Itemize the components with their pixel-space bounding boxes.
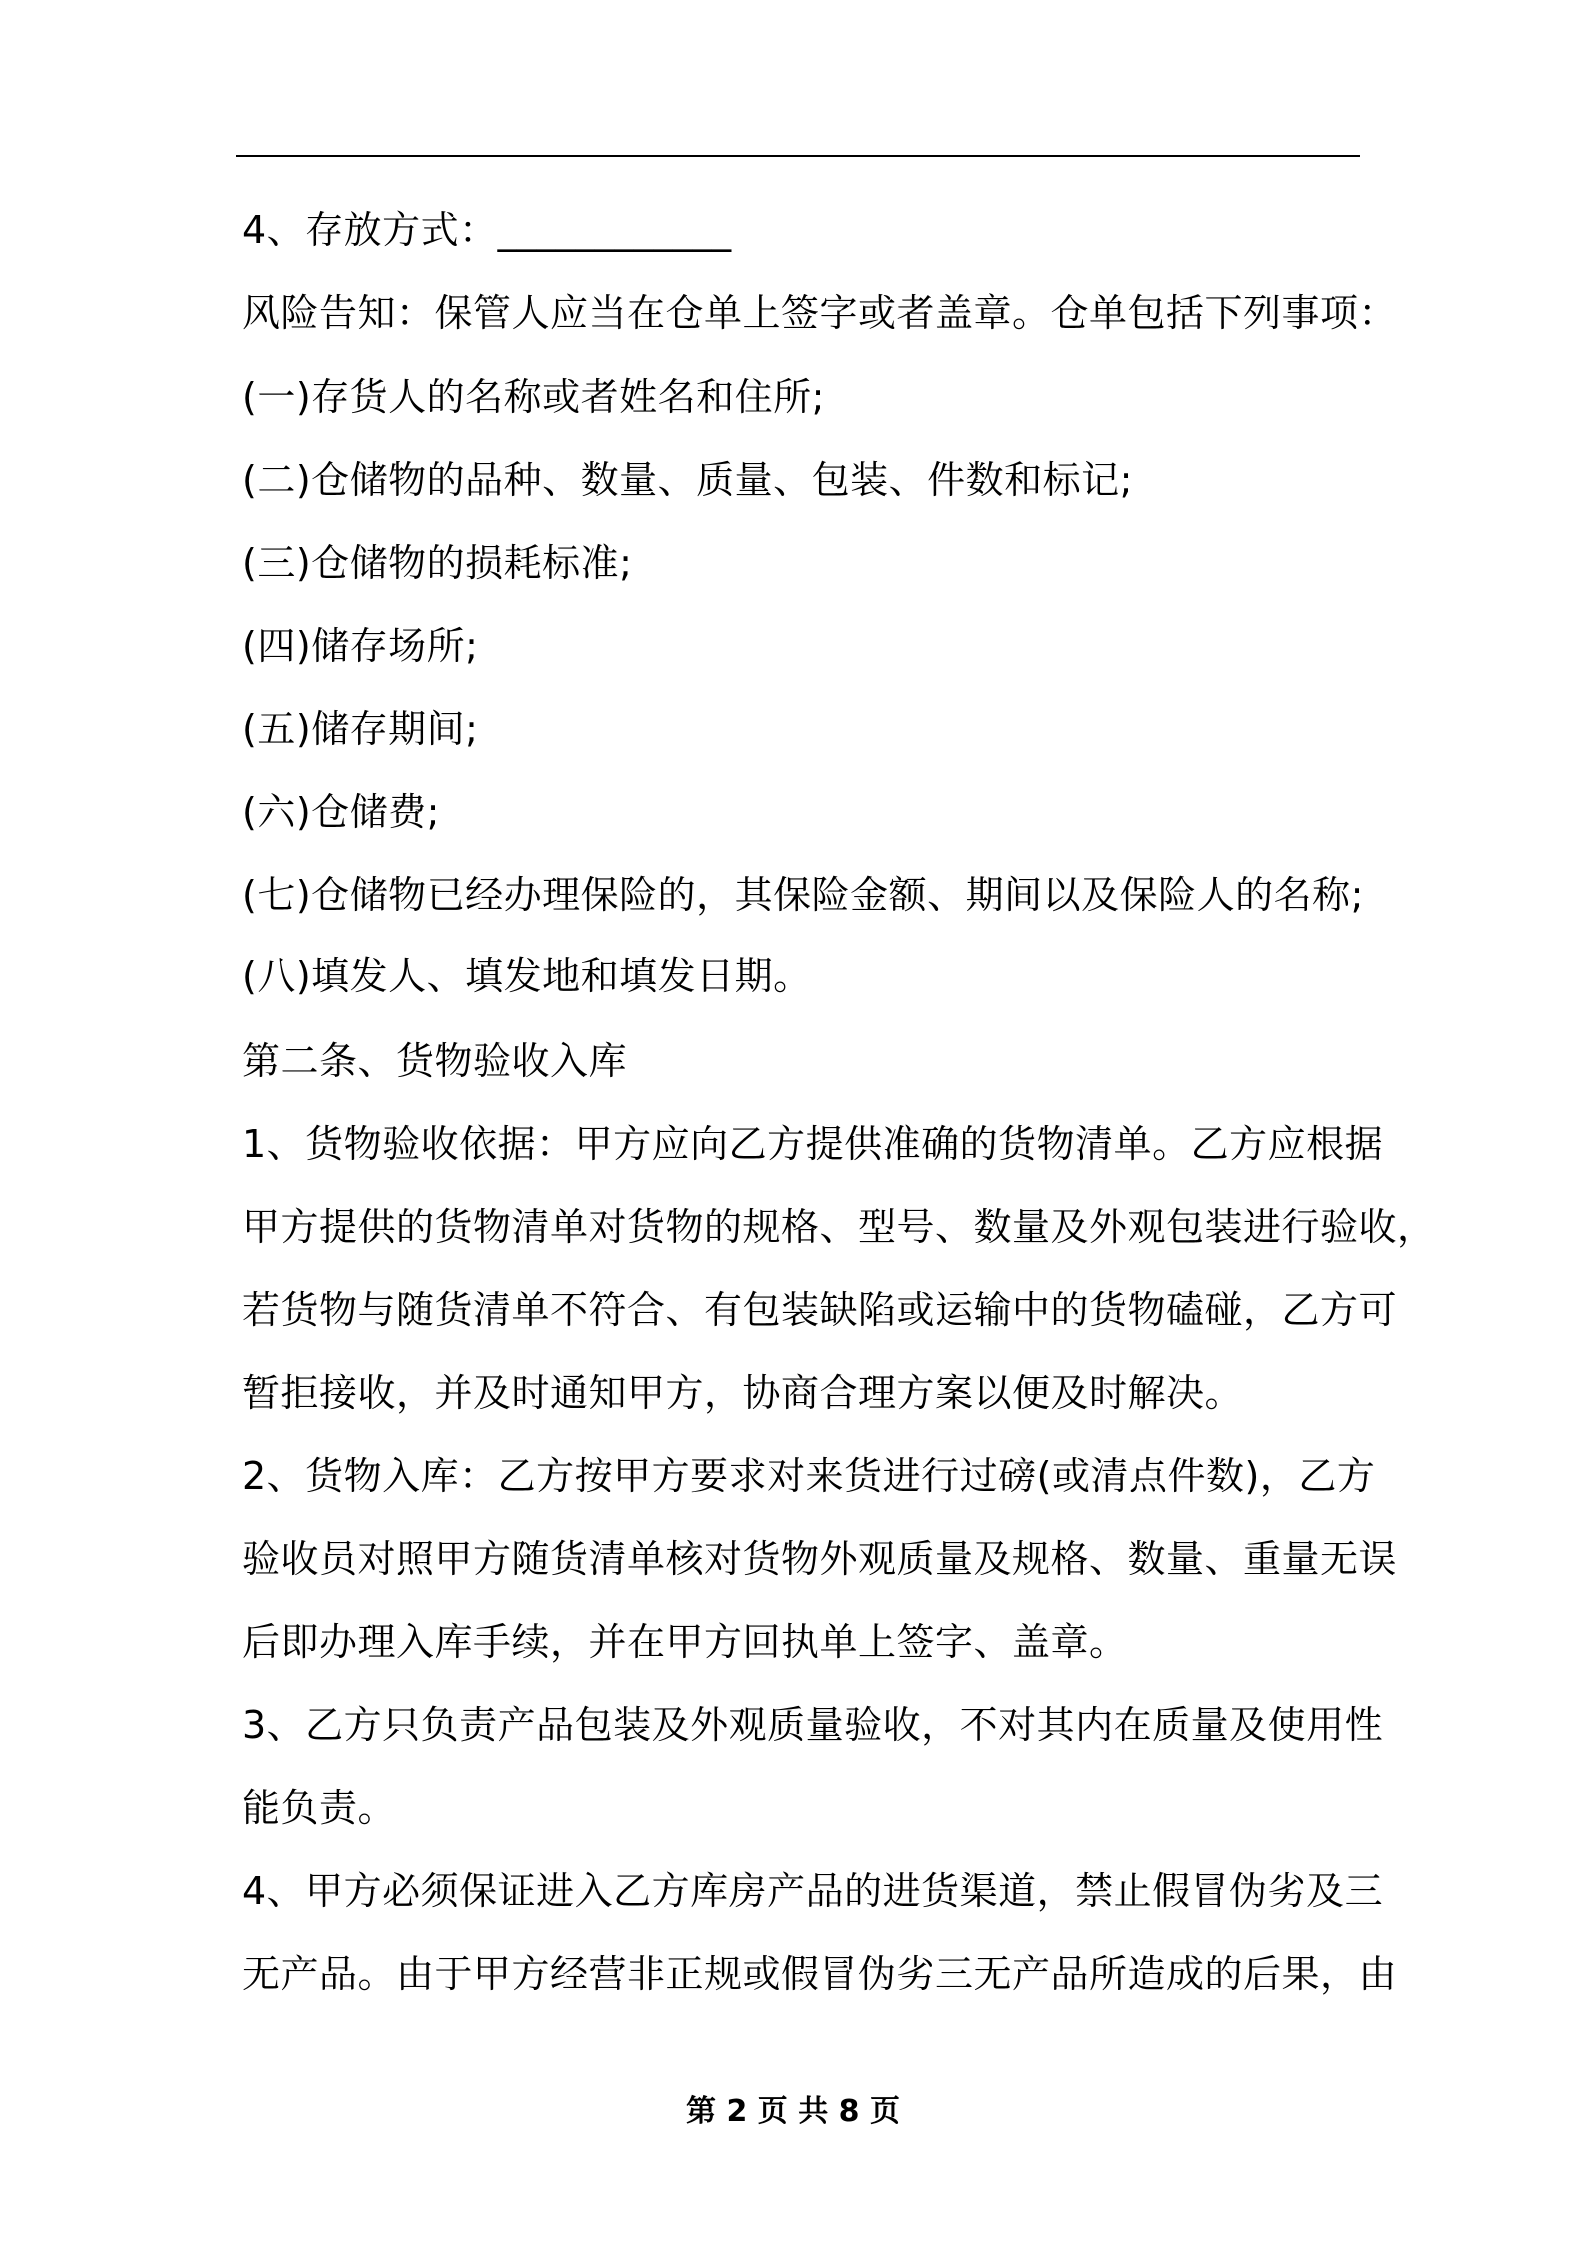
risk-notice-paragraph: 风险告知：保管人应当在仓单上签字或者盖章。仓单包括下列事项： (242, 291, 1398, 335)
list-item: (三)仓储物的损耗标准; (242, 541, 633, 585)
paragraph-line: 2、货物入库：乙方按甲方要求对来货进行过磅(或清点件数)，乙方 (242, 1454, 1376, 1498)
paragraph-line: 无产品。由于甲方经营非正规或假冒伪劣三无产品所造成的后果，由 (242, 1952, 1398, 1996)
list-item: (七)仓储物已经办理保险的，其保险金额、期间以及保险人的名称; (242, 873, 1364, 917)
section-heading: 第二条、货物验收入库 (242, 1039, 628, 1083)
list-item: (六)仓储费; (242, 790, 440, 834)
paragraph-line: 甲方提供的货物清单对货物的规格、型号、数量及外观包装进行验收， (242, 1205, 1436, 1249)
paragraph-line: 后即办理入库手续，并在甲方回执单上签字、盖章。 (242, 1620, 1128, 1664)
page-number: 第 2 页 共 8 页 (686, 2094, 900, 2129)
header-rule (236, 155, 1360, 157)
paragraph-line: 暂拒接收，并及时通知甲方，协商合理方案以便及时解决。 (242, 1371, 1244, 1415)
paragraph-line: 若货物与随货清单不符合、有包装缺陷或运输中的货物磕碰，乙方可 (242, 1288, 1398, 1332)
paragraph-line: 能负责。 (242, 1786, 397, 1830)
list-item: (一)存货人的名称或者姓名和住所; (242, 375, 825, 419)
storage-method-field: 4、存放方式：____________ (242, 208, 732, 252)
list-item: (四)储存场所; (242, 624, 479, 668)
list-item: (八)填发人、填发地和填发日期。 (242, 954, 812, 998)
list-item: (五)储存期间; (242, 707, 479, 751)
paragraph-line: 1、货物验收依据：甲方应向乙方提供准确的货物清单。乙方应根据 (242, 1122, 1384, 1166)
paragraph-line: 验收员对照甲方随货清单核对货物外观质量及规格、数量、重量无误 (242, 1537, 1398, 1581)
paragraph-line: 4、甲方必须保证进入乙方库房产品的进货渠道，禁止假冒伪劣及三 (242, 1869, 1384, 1913)
paragraph-line: 3、乙方只负责产品包装及外观质量验收，不对其内在质量及使用性 (242, 1703, 1384, 1747)
list-item: (二)仓储物的品种、数量、质量、包装、件数和标记; (242, 458, 1133, 502)
